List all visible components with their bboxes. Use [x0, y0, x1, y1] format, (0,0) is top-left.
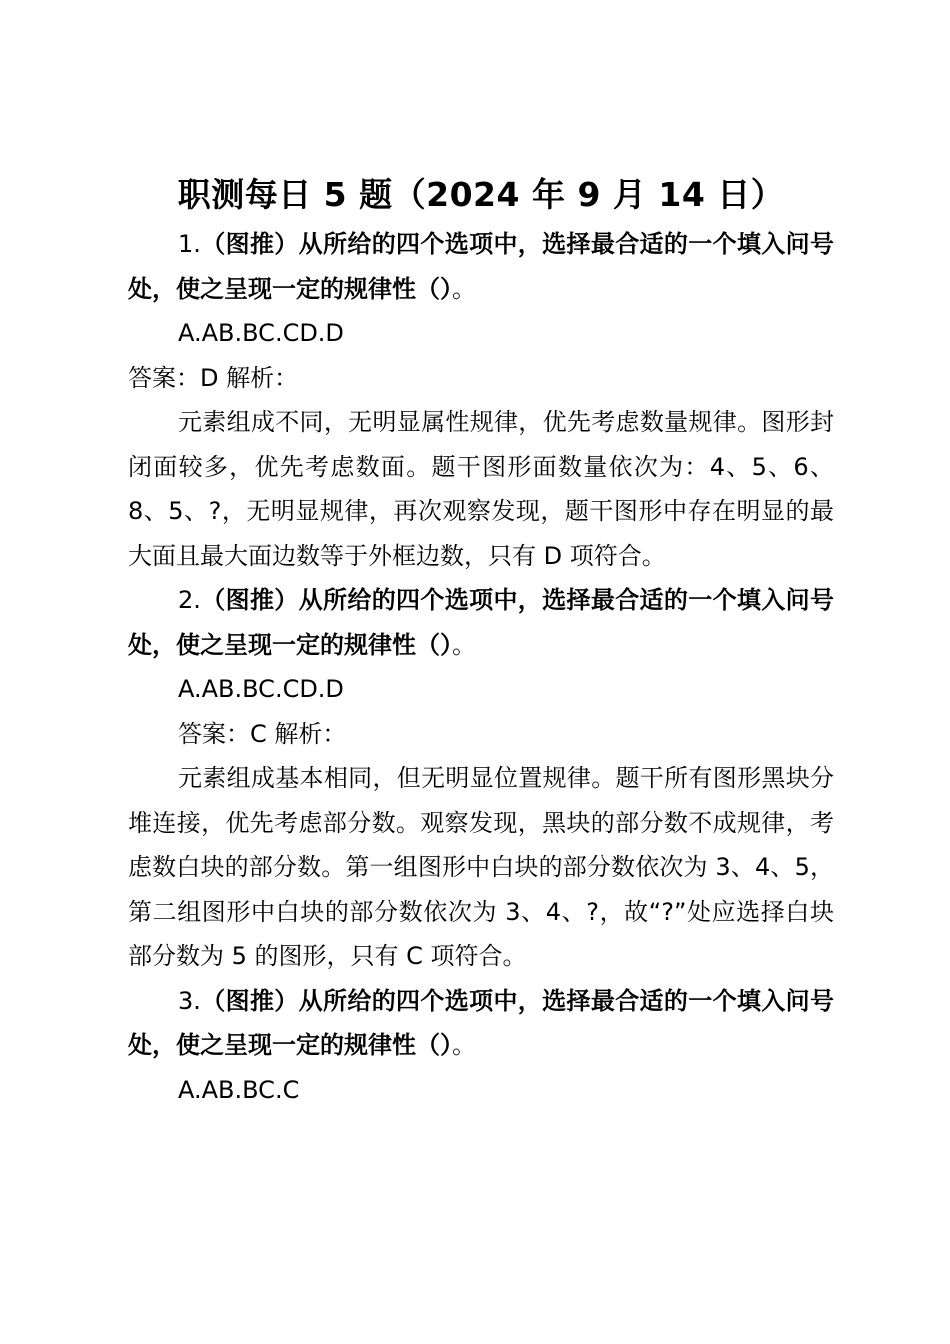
question-1-options: A.AB.BC.CD.D: [178, 319, 344, 347]
question-3-stem: [128, 979, 834, 1068]
question-1-text: （图推）从所给的四个选项中，选择最合适的一个填入问号处，使之呈现一定的规律性（）: [128, 230, 834, 303]
document-page: [128, 170, 834, 1170]
question-3-stem-end: 。: [452, 1031, 476, 1059]
question-2-analysis: 元素组成基本相同，但无明显位置规律。题干所有图形黑块分堆连接，优先考虑部分数。观察发现，黑块的部分数不成规律，考虑数白块的部分数。第一组图形中白块的部分数依次为 3、4、5，第二组图形中白块的部分数依次为 3、4、?，故“?”处应选择白块部分数为 5 的图形，只有 C 项符合。: [128, 764, 834, 970]
question-1-answer: 答案：D 解析：: [128, 363, 299, 392]
question-3-number: 3.: [178, 986, 201, 1015]
question-2-number: 2.: [178, 586, 201, 614]
question-1-analysis: 元素组成不同，无明显属性规律，优先考虑数量规律。图形封闭面较多，优先考虑数面。题干图形面数量依次为：4、5、6、8、5、?，无明显规律，再次观察发现，题干图形中存在明显的最大面且最大面边数等于外框边数，只有 D 项符合。: [128, 408, 834, 570]
question-1-number: 1.: [178, 230, 201, 258]
page-title: 职测每日 5 题（2024 年 9 月 14 日）: [177, 175, 785, 214]
question-2-stem-end: 。: [452, 630, 476, 659]
question-2-options: A.AB.BC.CD.D: [178, 675, 344, 703]
question-2-stem: [128, 578, 834, 667]
question-2-text: （图推）从所给的四个选项中，选择最合适的一个填入问号处，使之呈现一定的规律性（）: [128, 586, 834, 659]
question-1-stem: [128, 222, 834, 311]
question-2-answer: 答案：C 解析：: [178, 719, 347, 748]
question-3-text: （图推）从所给的四个选项中，选择最合适的一个填入问号处，使之呈现一定的规律性（）: [128, 986, 834, 1059]
question-3-options: A.AB.BC.C: [178, 1075, 300, 1104]
question-1-stem-end: 。: [452, 274, 476, 303]
